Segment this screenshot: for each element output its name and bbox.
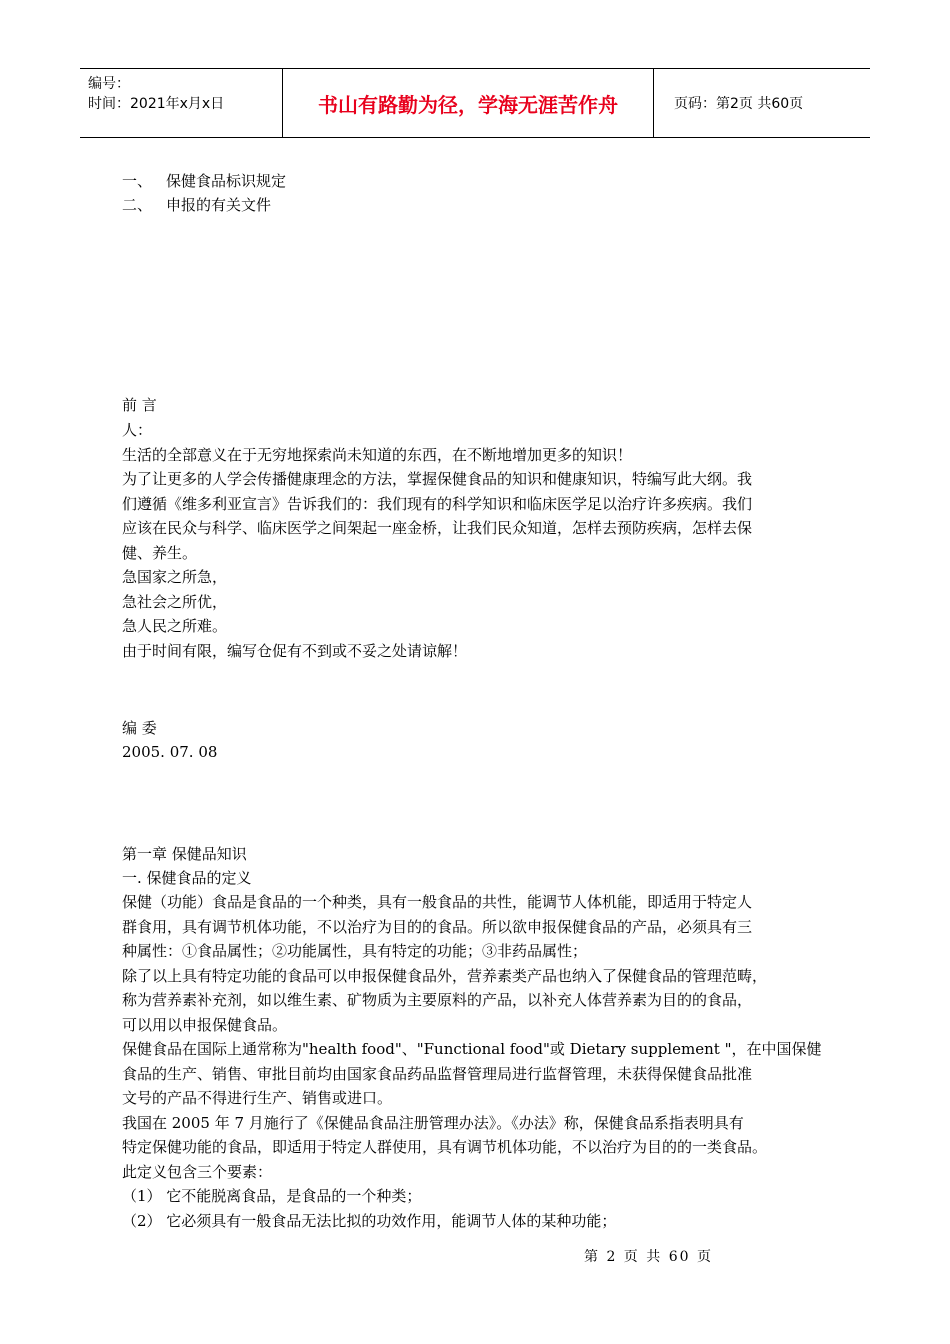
toc-number: 一、	[122, 172, 153, 190]
preface-line: 们遵循《维多利亚宣言》告诉我们的：我们现有的科学知识和临床医学足以治疗许多疾病。我们	[122, 494, 753, 513]
toc-item	[122, 169, 286, 193]
preface-date: 2005. 07. 08	[122, 743, 218, 761]
page-info-text: 页码：第2页 共60页	[674, 96, 804, 112]
toc-number: 二、	[122, 196, 153, 214]
chapter-line: （2） 它必须具有一般食品无法比拟的功效作用，能调节人体的某种功能；	[122, 1211, 617, 1230]
preface-title: 前 言	[122, 396, 157, 414]
chapter-line: （1） 它不能脱离食品，是食品的一个种类；	[122, 1187, 422, 1205]
chapter-line: 可以用以申报保健食品。	[122, 1015, 288, 1034]
preface-line: 人：	[122, 421, 153, 439]
preface-line: 生活的全部意义在于无穷地探索尚未知道的东西，在不断地增加更多的知识！	[122, 445, 633, 464]
preface-line: 为了让更多的人学会传播健康理念的方法，掌握保健食品的知识和健康知识，特编写此大纲。我	[122, 470, 753, 488]
document-header	[80, 68, 870, 138]
document-date-label: 时间：2021年x月x日	[88, 96, 225, 112]
chapter-line: 群食用，具有调节机体功能，不以治疗为目的的食品。所以欲申报保健食品的产品，必须具有三	[122, 917, 753, 936]
chapter-line: 称为营养素补充剂，如以维生素、矿物质为主要原料的产品，以补充人体营养素为目的的食品，	[122, 991, 753, 1009]
toc-text: 申报的有关文件	[166, 196, 272, 214]
chapter-line: 保健（功能）食品是食品的一个种类，具有一般食品的共性，能调节人体机能，即适用于特定人	[122, 893, 753, 911]
preface-line: 急社会之所优，	[122, 592, 228, 611]
preface-body	[122, 418, 838, 663]
header-page-info	[664, 69, 870, 137]
document-number-label: 编号：	[88, 76, 130, 92]
chapter-body	[122, 890, 838, 1233]
preface-line: 急国家之所急，	[122, 568, 228, 586]
preface-line: 应该在民众与科学、临床医学之间架起一座金桥，让我们民众知道，怎样去预防疾病，怎样去保	[122, 519, 753, 537]
section-title: 一. 保健食品的定义	[122, 869, 252, 887]
toc-item	[122, 193, 271, 217]
chapter-line: 保健食品在国际上通常称为"health food"、"Functional food"或 Dietary supplement "，在中国保健	[122, 1040, 822, 1058]
chapter-line: 食品的生产、销售、审批目前均由国家食品药品监督管理局进行监督管理，未获得保健食品批准	[122, 1064, 753, 1083]
preface-line: 急人民之所难。	[122, 617, 228, 635]
chapter-line: 种属性：①食品属性；②功能属性，具有特定的功能；③非药品属性；	[122, 942, 588, 960]
header-meta-cell	[80, 69, 283, 137]
chapter-line: 文号的产品不得进行生产、销售或进口。	[122, 1089, 393, 1107]
header-motto: 书山有路勤为径，学海无涯苦作舟	[283, 69, 654, 137]
chapter-line: 特定保健功能的食品，即适用于特定人群使用，具有调节机体功能，不以治疗为目的的一类食品。	[122, 1138, 768, 1156]
page-footer: 第 2 页 共 60 页	[584, 1249, 713, 1265]
chapter-title: 第一章 保健品知识	[122, 845, 247, 863]
preface-line: 健、养生。	[122, 543, 198, 562]
preface-line: 由于时间有限，编写仓促有不到或不妥之处请谅解！	[122, 641, 468, 660]
chapter-line: 我国在 2005 年 7 月施行了《保健品食品注册管理办法》。《办法》称，保健食品系指表明具有	[122, 1113, 744, 1132]
toc-text: 保健食品标识规定	[166, 172, 287, 190]
chapter-line: 此定义包含三个要素：	[122, 1162, 273, 1181]
preface-signature: 编 委	[122, 719, 157, 737]
chapter-line: 除了以上具有特定功能的食品可以申报保健食品外，营养素类产品也纳入了保健食品的管理范畴，	[122, 966, 768, 985]
